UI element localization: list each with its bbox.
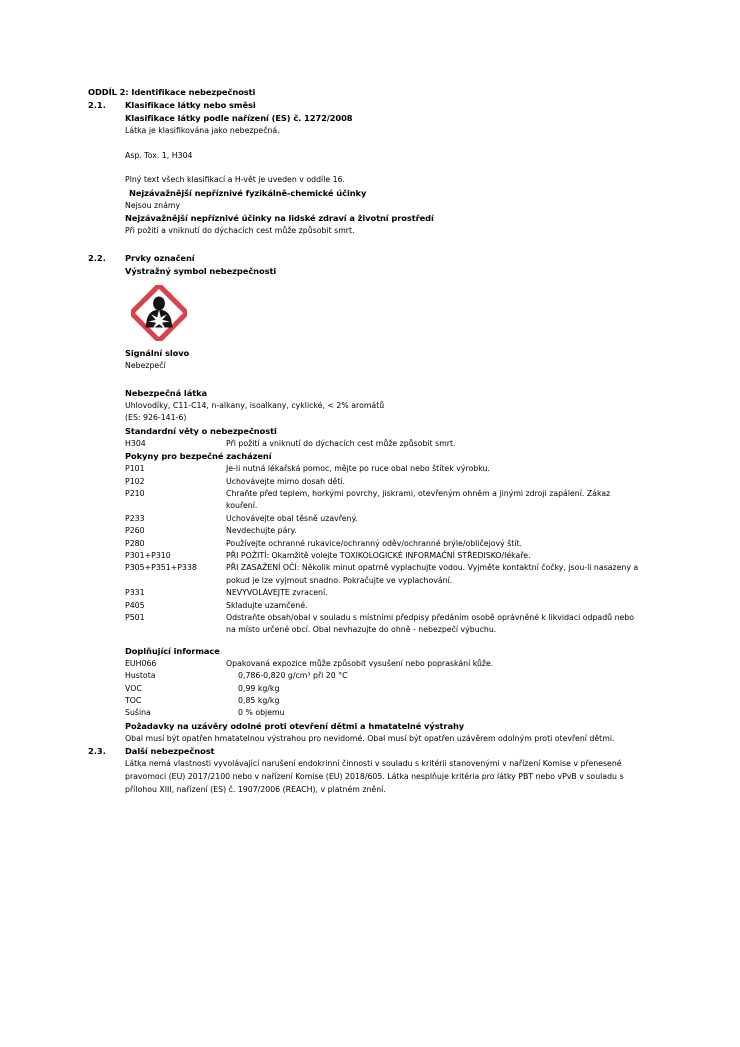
health-env-effects-heading: Nejzávažnější nepříznivé účinky na lidské zdraví a životní prostředí xyxy=(125,213,434,224)
precautionary-heading: Pokyny pro bezpečné zacházení xyxy=(125,451,272,462)
precautionary-text: PŘI POŽITÍ: Okamžitě volejte TOXIKOLOGICKÉ INFORMAČNÍ STŘEDISKO/lékaře. xyxy=(226,551,531,560)
ghs08-health-hazard-icon xyxy=(131,285,187,341)
precautionary-text: Skladujte uzamčené. xyxy=(226,600,308,610)
supplementary-heading: Doplňující informace xyxy=(125,645,220,656)
section-2-1 xyxy=(88,99,640,238)
precautionary-row xyxy=(125,525,640,537)
precautionary-row xyxy=(125,562,640,587)
precautionary-text: Používejte ochranné rukavice/ochranný oděv/ochranné brýle/obličejový štít. xyxy=(226,538,523,548)
property-value: 0,99 kg/kg xyxy=(238,683,280,693)
precautionary-code: P233 xyxy=(125,513,145,523)
property-value: 0,786-0,820 g/cm³ při 20 °C xyxy=(238,671,348,681)
classification-code: Asp. Tox. 1, H304 xyxy=(125,150,193,160)
hazardous-substance-id: (ES: 926-141-6) xyxy=(125,413,187,423)
property-row xyxy=(125,707,640,719)
precautionary-row xyxy=(125,550,640,562)
physchem-effects-text: Nejsou známy xyxy=(125,200,181,210)
property-row xyxy=(125,670,640,682)
precautionary-text: NEVYVOLÁVEJTE zvracení. xyxy=(226,588,328,598)
hazard-statement-code: H304 xyxy=(125,438,146,448)
precautionary-text: Nevdechujte páry. xyxy=(226,526,297,536)
property-label: TOC xyxy=(125,696,142,706)
section-2-3-number: 2.3. xyxy=(88,746,106,757)
precautionary-code: P280 xyxy=(125,538,145,548)
precautionary-code: P501 xyxy=(125,613,145,623)
full-text-note: Plný text všech klasifikací a H-vět je uveden v oddíle 16. xyxy=(125,175,346,185)
section-2-2-heading: Prvky označení xyxy=(125,252,195,263)
property-label: VOC xyxy=(125,683,142,693)
supplementary-text: Opakovaná expozice může způsobit vysušení nebo popraskání kůže. xyxy=(226,658,494,668)
property-row xyxy=(125,683,640,695)
section-2-1-subheading: Klasifikace látky podle nařízení (ES) č. 1272/2008 xyxy=(125,113,353,123)
property-label: Hustota xyxy=(125,671,156,681)
property-row xyxy=(125,695,640,707)
precautionary-row xyxy=(125,612,640,637)
section-2-2-number: 2.2. xyxy=(88,252,106,263)
section-2-3 xyxy=(88,745,640,796)
section-2-1-number: 2.1. xyxy=(88,100,106,110)
hazardous-substance-heading: Nebezpečná látka xyxy=(125,387,208,398)
precautionary-text: Chraňte před teplem, horkými povrchy, jiskrami, otevřeným ohněm a jinými zdroji zapálení. Zákaz kouření. xyxy=(226,488,611,511)
precautionary-code: P101 xyxy=(125,464,145,474)
precautionary-row xyxy=(125,463,640,475)
precautionary-code: P405 xyxy=(125,600,145,610)
precautionary-code: P210 xyxy=(125,488,145,498)
precautionary-text: Odstraňte obsah/obal v souladu s místními předpisy předáním osobě oprávněné k likvidaci odpadů nebo na místo určené obcí. Obal nevhazujte do ohně - nebezpečí výbuchu. xyxy=(226,613,635,635)
precautionary-text: Uchovávejte obal těsně uzavřený. xyxy=(226,513,358,523)
precautionary-code: P331 xyxy=(125,588,145,598)
property-label: Sušina xyxy=(125,708,151,718)
precautionary-row xyxy=(125,600,640,612)
pictogram-heading: Výstražný symbol nebezpečnosti xyxy=(125,265,277,276)
precautionary-row xyxy=(125,538,640,550)
hazard-statements-heading: Standardní věty o nebezpečnosti xyxy=(125,425,277,436)
document-content xyxy=(88,86,640,796)
property-value: 0,85 kg/kg xyxy=(238,696,280,706)
hazard-statement-text: Při požití a vniknutí do dýchacích cest může způsobit smrt. xyxy=(226,438,456,448)
supplementary-row xyxy=(125,658,640,670)
property-value: 0 % objemu xyxy=(238,708,285,718)
precautionary-text: PŘI ZASAŽENÍ OČÍ: Několik minut opatrně vyplachujte vodou. Vyjměte kontaktní čočky, jsou-li nasazeny a pokud je lze vyjmout snadno. Pokračujte ve vyplachování. xyxy=(226,563,639,585)
hazard-statement-row xyxy=(125,438,640,450)
section-2-3-heading: Další nebezpečnost xyxy=(125,746,215,757)
page-title: ODDÍL 2: Identifikace nebezpečnosti xyxy=(88,87,256,97)
precautionary-code: P301+P310 xyxy=(125,551,171,560)
pictogram-container xyxy=(125,278,640,347)
section-2-2 xyxy=(88,252,640,746)
precautionary-code: P102 xyxy=(125,476,145,486)
precautionary-text: Uchovávejte mimo dosah dětí. xyxy=(226,476,346,486)
precautionary-row xyxy=(125,587,640,599)
precautionary-row xyxy=(125,476,640,488)
signal-word-heading: Signální slovo xyxy=(125,347,190,358)
hazardous-substance-name: Uhlovodíky, C11-C14, n-alkany, isoalkany, cyklické, < 2% aromátů xyxy=(125,400,385,410)
precautionary-row xyxy=(125,488,640,513)
supplementary-code: EUH066 xyxy=(125,658,157,668)
precautionary-code: P260 xyxy=(125,526,145,536)
section-2-1-heading: Klasifikace látky nebo směsi xyxy=(125,100,256,110)
signal-word-value: Nebezpečí xyxy=(125,360,166,370)
closure-requirements-text: Obal musí být opatřen hmatatelnou výstrahou pro nevidomé. Obal musí být opatřen uzávěrem odolným proti otevření dětmi. xyxy=(125,733,615,743)
precautionary-text: Je-li nutná lékařská pomoc, mějte po ruce obal nebo štítek výrobku. xyxy=(226,464,490,474)
precautionary-code: P305+P351+P338 xyxy=(125,563,197,573)
closure-requirements-heading: Požadavky na uzávěry odolné proti otevření dětmi a hmatatelné výstrahy xyxy=(125,720,465,731)
health-env-effects-text: Při požití a vniknutí do dýchacích cest může způsobit smrt. xyxy=(125,226,355,236)
precautionary-row xyxy=(125,513,640,525)
physchem-effects-heading: Nejzávažnější nepříznivé fyzikálně-chemické účinky xyxy=(129,187,367,198)
classified-text: Látka je klasifikována jako nebezpečná. xyxy=(125,126,280,135)
section-2-3-text: Látka nemá vlastnosti vyvolávající narušení endokrinní činnosti v souladu s kritérii stanovenými v nařízení Komise v přenesené pravomoci (EU) 2017/2100 nebo v nařízení Komise (EU) 2018/605. Látka nesplňuje kritéria pro látky PBT nebo vPvB v souladu s přílohou XIII, nařízení (ES) č. 1907/2006 (REACH), v platném znění. xyxy=(125,759,624,794)
